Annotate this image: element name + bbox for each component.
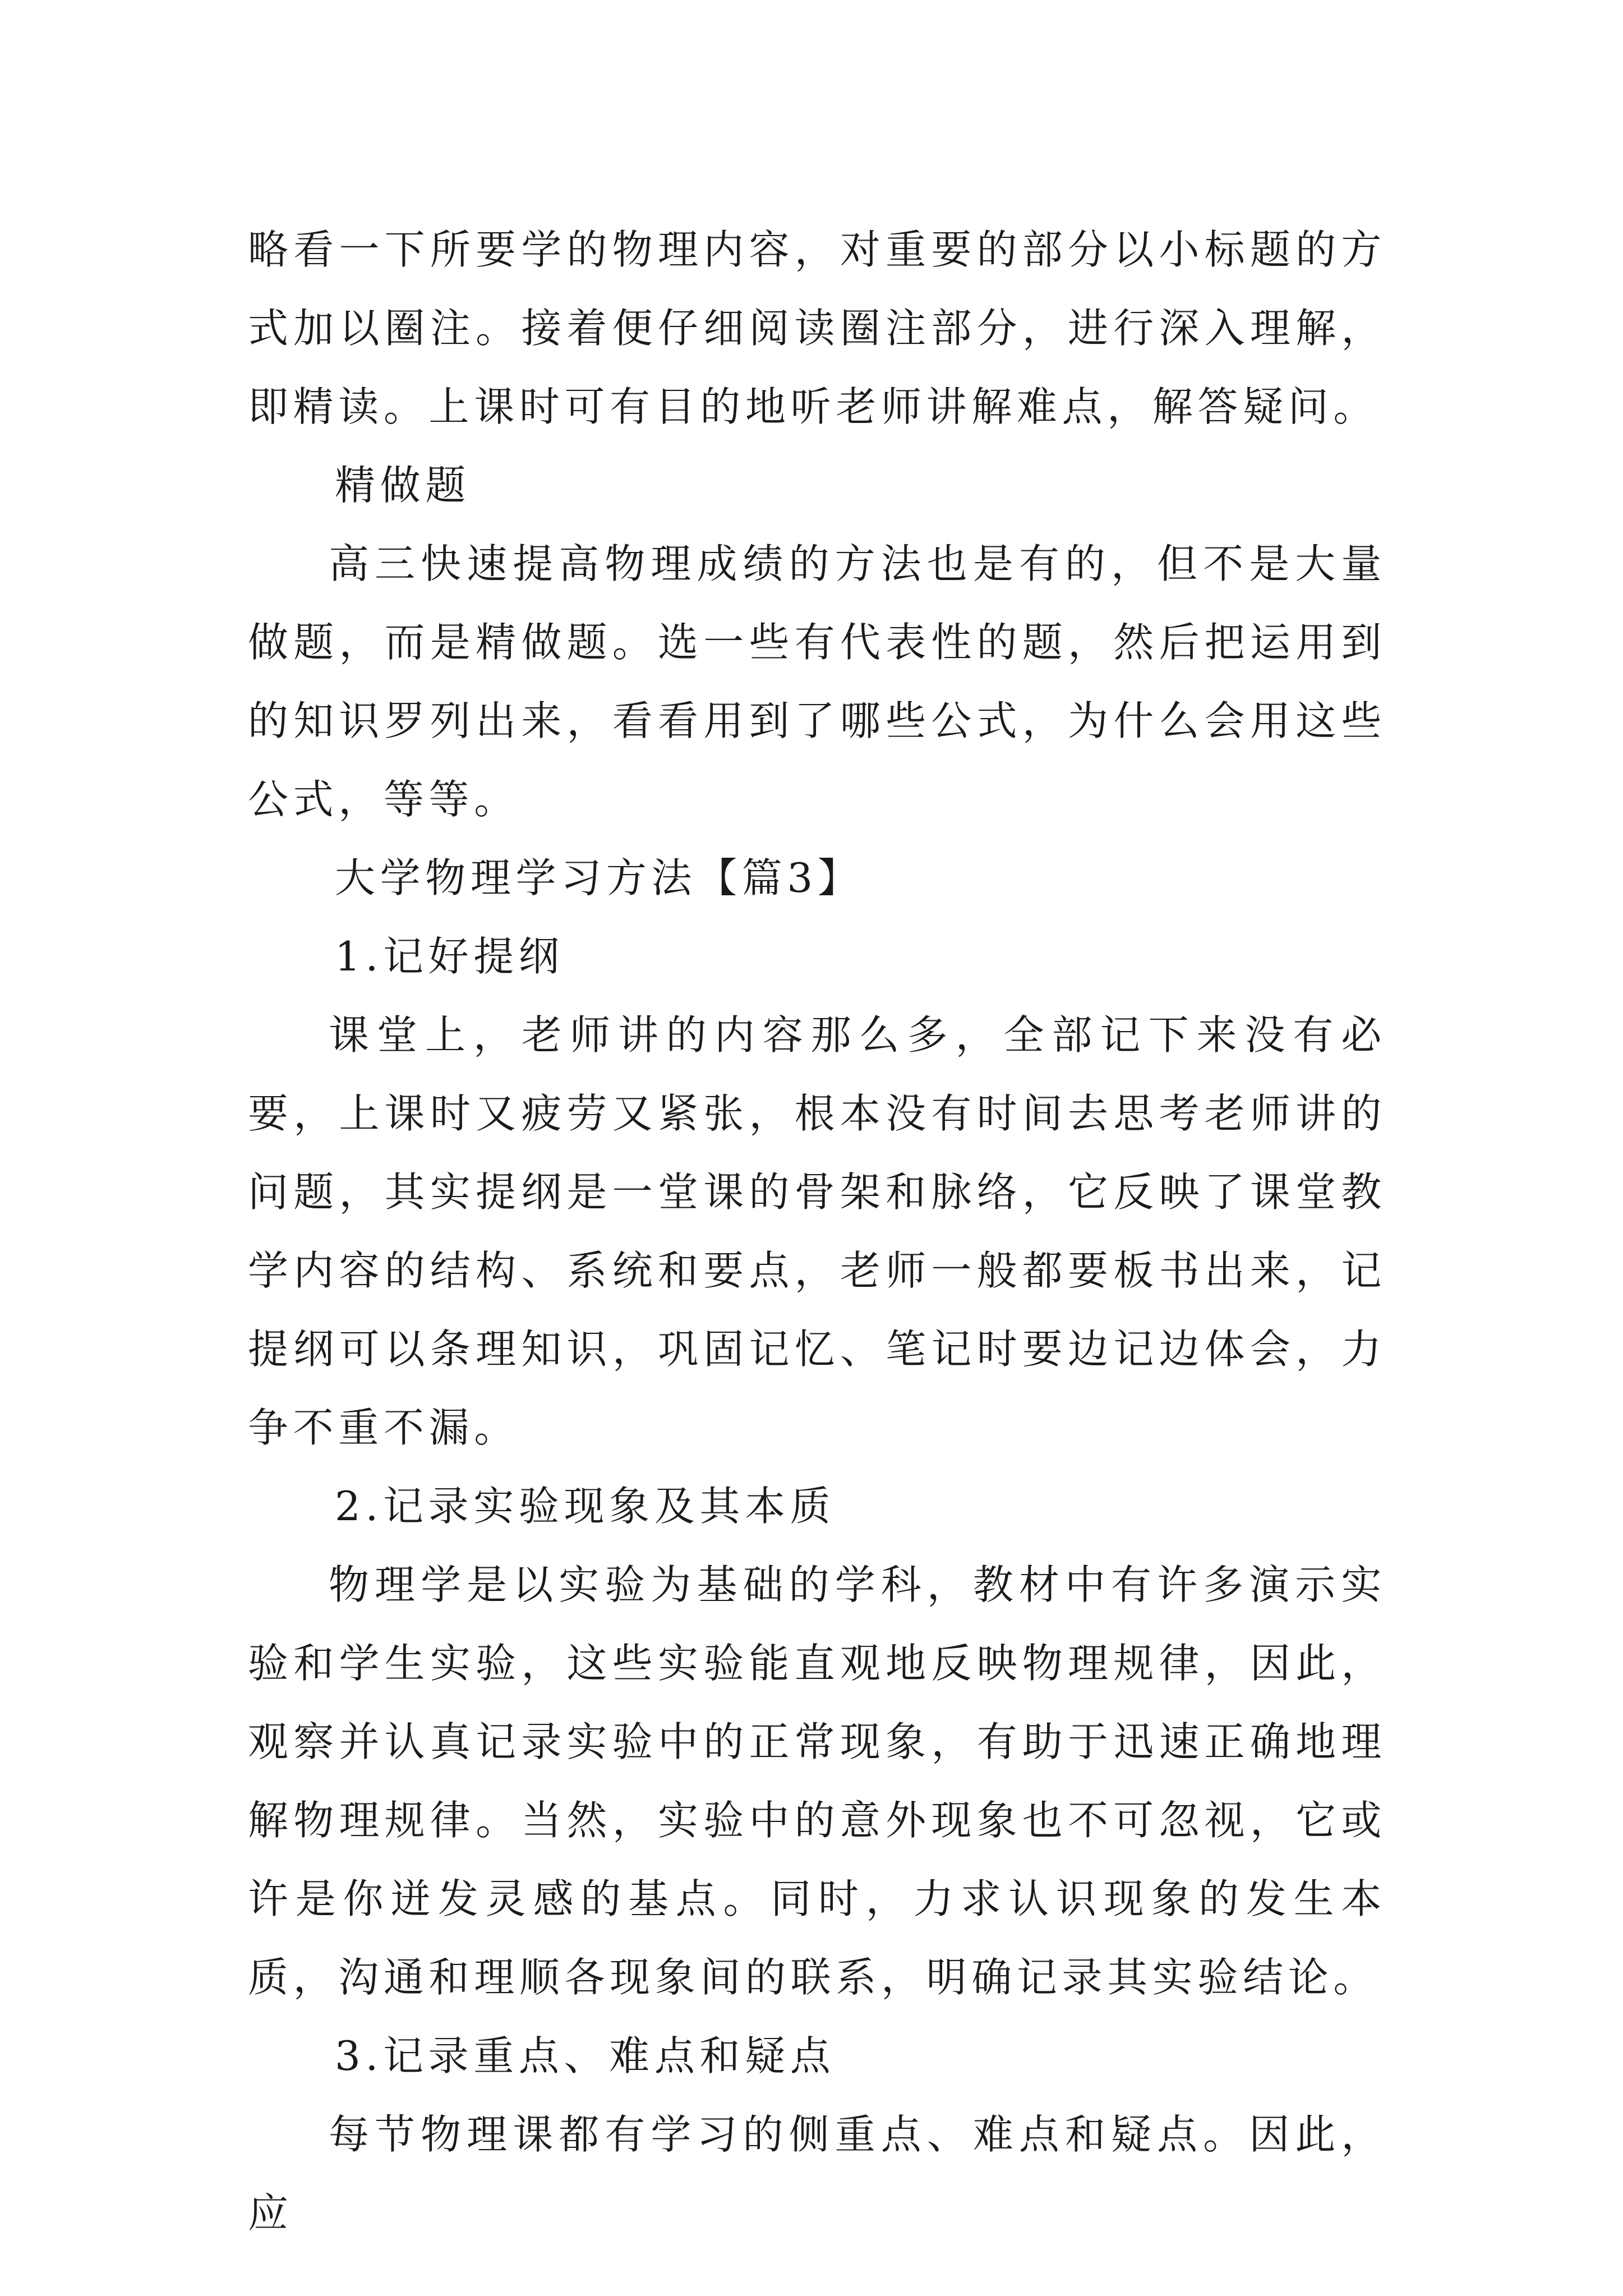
heading-key-points: 3.记录重点、难点和疑点 [335,2032,836,2079]
paragraph-experiment-notes: 物理学是以实验为基础的学科，教材中有许多演示实验和学生实验，这些实验能直观地反映物理规律，因此，观察并认真记录实验中的正常现象，有助于迅速正确地理解物理规律。当然，实验中的意外现象也不可忽视，它或许是你迸发灵感的基点。同时，力求认识现象的发生本质，沟通和理顺各现象间的联系，明确记录其实验结论。 [248,1561,1386,2001]
paragraph-outline-notes: 课堂上，老师讲的内容那么多，全部记下来没有必要，上课时又疲劳又紧张，根本没有时间去思考老师讲的问题，其实提纲是一堂课的骨架和脉络，它反映了课堂教学内容的结构、系统和要点，老师一般都要板书出来，记提纲可以条理知识，巩固记忆、笔记时要边记边体会，力争不重不漏。 [248,1011,1386,1451]
heading-practice-problems: 精做题 [335,462,471,509]
heading-experiment-notes: 2.记录实验现象及其本质 [335,1483,836,1530]
section-title-part-3: 大学物理学习方法【篇3】 [335,854,863,901]
paragraph-reading-method: 略看一下所要学的物理内容，对重要的部分以小标题的方式加以圈注。接着便仔细阅读圈注部分，进行深入理解，即精读。上课时可有目的地听老师讲解难点，解答疑问。 [248,226,1386,430]
paragraph-key-points: 每节物理课都有学习的侧重点、难点和疑点。因此，应 [248,2111,1386,2237]
heading-outline-notes: 1.记好提纲 [335,933,564,980]
document-body [248,210,1386,2252]
paragraph-practice-problems: 高三快速提高物理成绩的方法也是有的，但不是大量做题，而是精做题。选一些有代表性的题，然后把运用到的知识罗列出来，看看用到了哪些公式，为什么会用这些公式，等等。 [248,540,1386,823]
